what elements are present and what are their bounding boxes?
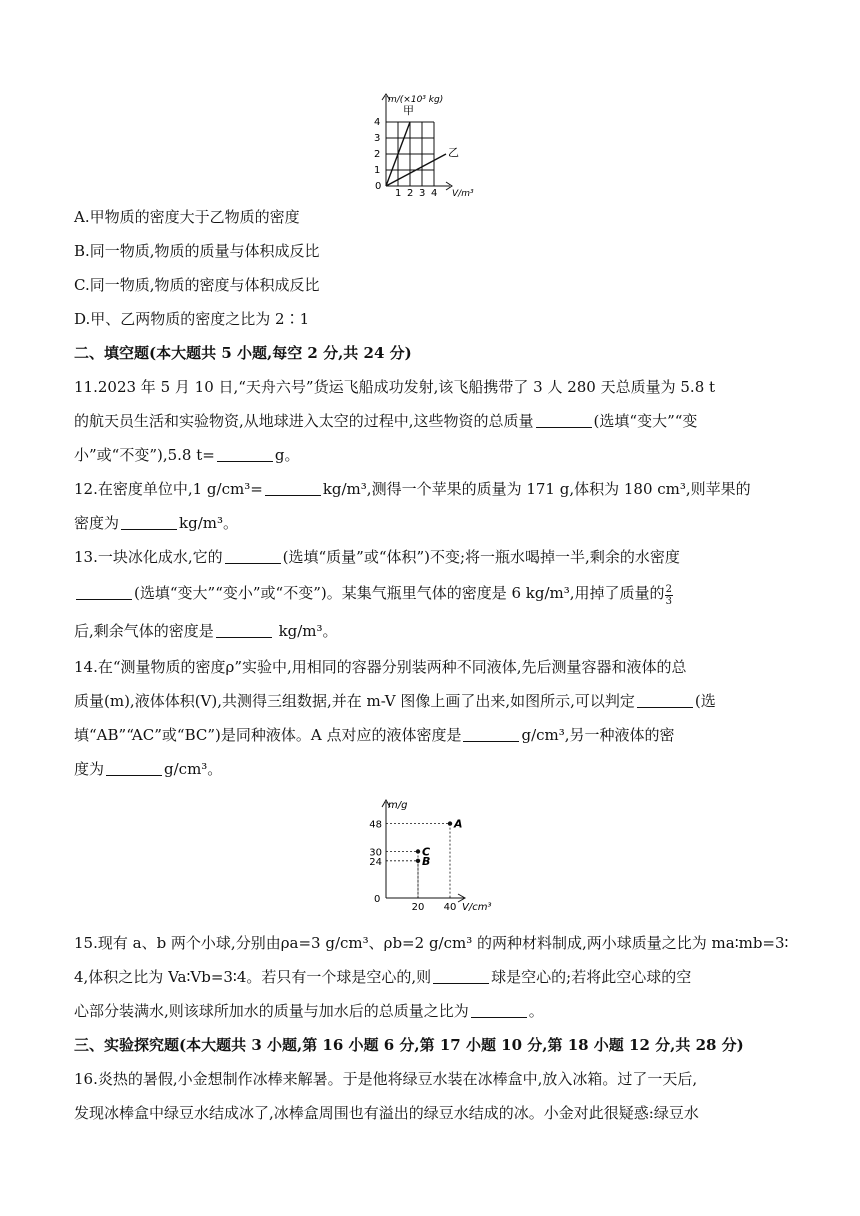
q11-line2-text-b: (选填“变大”“变: [593, 412, 698, 430]
q15-line2-text-b: 球是空心的;若将此空心球的空: [491, 968, 692, 986]
option-d: D.甲、乙两物质的密度之比为 2∶1: [74, 310, 310, 328]
q14-line3: [74, 719, 794, 751]
q15-blank-2[interactable]: [471, 1001, 527, 1018]
q14-line1: 14.在“测量物质的密度ρ”实验中,用相同的容器分别装两种不同液体,先后测量容器和液体的总: [74, 658, 687, 676]
point-B: [416, 859, 420, 863]
fig1-xtick-1: 1: [395, 188, 402, 198]
q12-line1-text-b: kg/m³,测得一个苹果的质量为 171 g,体积为 180 cm³,则苹果的: [322, 480, 751, 498]
point-A: [448, 821, 452, 825]
option-b: B.同一物质,物质的质量与体积成反比: [74, 242, 320, 260]
q13-line2-text: (选填“变大”“变小”或“不变”)。某集气瓶里气体的密度是 6 kg/m³,用掉了质量的: [134, 584, 665, 602]
fig2-xlabel: V/cm³: [462, 902, 492, 913]
q14-line3-text-a: 填“AB”“AC”或“BC”)是同种液体。A 点对应的液体密度是: [74, 726, 462, 744]
fig1-ytick-3: 3: [374, 133, 381, 144]
fraction-denominator: 3: [665, 596, 672, 607]
fig1-xtick-3: 3: [419, 188, 426, 198]
q15-line3-text-b: 。: [528, 1002, 544, 1020]
q15-line3-text-a: 心部分装满水,则该球所加水的质量与加水后的总质量之比为: [74, 1002, 469, 1020]
q14-line3-text-b: g/cm³,另一种液体的密: [521, 726, 675, 744]
fig1-ylabel: m/(×10³ kg): [388, 95, 444, 105]
q12-line1-text-a: 12.在密度单位中,1 g/cm³=: [74, 480, 263, 498]
mv-graph-abc: [358, 794, 508, 914]
fig1-origin: 0: [375, 181, 382, 192]
q11-line3-text-a: 小”或“不变”),5.8 t=: [74, 446, 215, 464]
density-graph-jia-yi: [358, 86, 498, 198]
q12-blank-2[interactable]: [121, 513, 177, 530]
q15-line2: [74, 961, 794, 993]
q11-line3-text-b: g。: [274, 446, 300, 464]
q11-line2-text-a: 的航天员生活和实验物资,从地球进入太空的过程中,这些物资的总质量: [74, 412, 534, 430]
q13-line3-text-b: kg/m³。: [278, 622, 338, 640]
fig1-label-jia: 甲: [403, 104, 414, 117]
fig1-ytick-4: 4: [374, 117, 381, 128]
section-2-heading: 二、填空题(本大题共 5 小题,每空 2 分,共 24 分): [74, 344, 412, 362]
q15-line3: [74, 995, 794, 1027]
q14-line4-text-a: 度为: [74, 760, 105, 778]
fig1-ytick-1: 1: [374, 165, 381, 176]
option-a: A.甲物质的密度大于乙物质的密度: [74, 208, 300, 226]
q11-line1: 11.2023 年 5 月 10 日,“天舟六号”货运飞船成功发射,该飞船携带了 3 人 280 天总质量为 5.8 t: [74, 378, 716, 396]
q14-line2: [74, 685, 794, 717]
fig2-origin: 0: [374, 894, 381, 905]
fig1-xtick-4: 4: [431, 188, 438, 198]
q12-line2-text-a: 密度为: [74, 514, 120, 532]
q15-line1: 15.现有 a、b 两个小球,分别由ρa=3 g/cm³、ρb=2 g/cm³ 的两种材料制成,两小球质量之比为 ma∶mb=3∶: [74, 934, 789, 952]
q14-blank-3[interactable]: [106, 759, 162, 776]
q11-line2: [74, 405, 794, 437]
point-label-C: C: [422, 845, 431, 859]
q14-blank-2[interactable]: [463, 725, 519, 742]
fig2-xtick-20: 20: [411, 902, 425, 913]
fig1-label-yi: 乙: [448, 146, 459, 159]
fraction-numerator: 2: [665, 584, 672, 595]
fig2-ylabel: m/g: [388, 800, 408, 811]
q13-blank-3[interactable]: [216, 621, 272, 638]
fraction-two-thirds: [665, 584, 673, 607]
q13-line2: [74, 577, 794, 609]
fig2-ytick-24: 24: [369, 856, 382, 868]
q13-line1-text-a: 13.一块冰化成水,它的: [74, 548, 223, 566]
fig1-xlabel: V/m³: [452, 189, 474, 198]
q13-line1: [74, 541, 794, 573]
point-label-A: A: [454, 817, 463, 831]
q14-line2-text-b: (选: [694, 692, 716, 710]
fig2-ytick-48: 48: [369, 819, 382, 831]
fig2-xtick-40: 40: [443, 902, 457, 913]
q13-line3: [74, 615, 794, 647]
q16-line2: 发现冰棒盒中绿豆水结成冰了,冰棒盒周围也有溢出的绿豆水结成的冰。小金对此很疑惑:绿豆水: [74, 1104, 699, 1122]
q13-line1-text-b: (选填“质量”或“体积”)不变;将一瓶水喝掉一半,剩余的水密度: [282, 548, 680, 566]
option-c: C.同一物质,物质的密度与体积成反比: [74, 276, 320, 294]
q14-line2-text-a: 质量(m),液体体积(V),共测得三组数据,并在 m-V 图像上画了出来,如图所示,可以判定: [74, 692, 635, 710]
fig1-ytick-2: 2: [374, 149, 381, 160]
q11-blank-2[interactable]: [217, 445, 273, 462]
q13-line3-text-a: 后,剩余气体的密度是: [74, 622, 214, 640]
point-label-B: B: [422, 854, 431, 868]
q13-blank-2[interactable]: [76, 583, 132, 600]
q12-line2: [74, 507, 794, 539]
fig1-xtick-2: 2: [407, 188, 414, 198]
q11-blank-1[interactable]: [536, 411, 592, 428]
q13-blank-1[interactable]: [225, 547, 281, 564]
q12-line1: [74, 473, 794, 505]
q14-blank-1[interactable]: [637, 691, 693, 708]
q11-line3: [74, 439, 794, 471]
q14-line4-text-b: g/cm³。: [164, 760, 223, 778]
q12-blank-1[interactable]: [265, 479, 321, 496]
q15-blank-1[interactable]: [433, 967, 489, 984]
q14-line4: [74, 753, 794, 785]
point-C: [416, 849, 420, 853]
q15-line2-text-a: 4,体积之比为 Va∶Vb=3∶4。若只有一个球是空心的,则: [74, 968, 432, 986]
q12-line2-text-b: kg/m³。: [179, 514, 238, 532]
q16-line1: 16.炎热的暑假,小金想制作冰棒来解暑。于是他将绿豆水装在冰棒盒中,放入冰箱。过了一天后,: [74, 1070, 698, 1088]
fig2-ytick-30: 30: [369, 847, 382, 859]
section-3-heading: 三、实验探究题(本大题共 3 小题,第 16 小题 6 分,第 17 小题 10 分,第 18 小题 12 分,共 28 分): [74, 1036, 744, 1054]
